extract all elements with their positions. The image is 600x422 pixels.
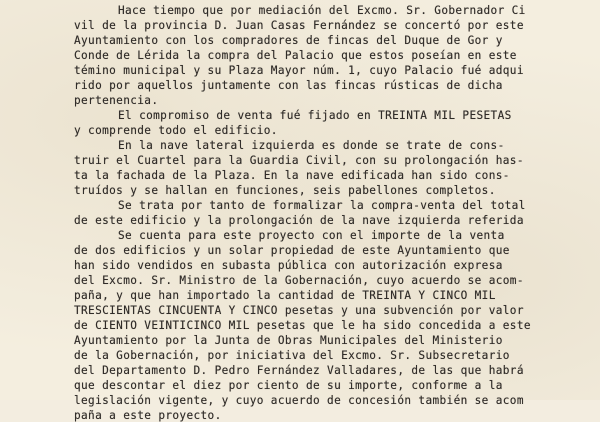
text-line: témino municipal y su Plaza Mayor núm. 1, cuyo Palacio fué adqui [74,64,524,77]
text-line: de CIENTO VEINTICINCO MIL pesetas que le ha sido concedida a este [74,319,531,332]
text-line: han sido vendidos en subasta pública con autorización expresa [74,259,503,272]
text-line: rido por aquellos juntamente con las fincas rústicas de dicha [74,79,503,92]
text-line: Ayuntamiento por la Junta de Obras Municipales del Ministerio [74,334,503,347]
text-line: Se trata por tanto de formalizar la compra-venta del total [118,199,526,212]
text-line: legislación vigente, y cuyo acuerdo de concesión también se acom [74,394,524,407]
text-line: del Excmo. Sr. Ministro de la Gobernación, cuyo acuerdo se acom- [74,274,524,287]
text-line: y comprende todo el edificio. [74,124,278,137]
text-line: truir el Cuartel para la Guardia Civil, con su prolongación has- [74,154,524,167]
text-line: En la nave lateral izquierda es donde se trate de cons- [118,139,505,152]
text-line: Se cuenta para este proyecto con el importe de la venta [118,229,505,242]
text-line: El compromiso de venta fué fijado en TREINTA MIL PESETAS [118,109,512,122]
text-line: vil de la provincia D. Juan Casas Fernández se concertó por este [74,19,524,32]
text-line: TRESCIENTAS CINCUENTA Y CINCO pesetas y una subvención por valor [74,304,524,317]
text-line: pertenencia. [74,94,159,107]
text-line: del Departamento D. Pedro Fernández Valladares, de las que habrá [74,364,524,377]
text-line: Ayuntamiento con los compradores de fincas del Duque de Gor y [74,34,503,47]
text-line: paña a este proyecto. [74,409,222,422]
text-line: de la Gobernación, por iniciativa del Excmo. Sr. Subsecretario [74,349,510,362]
text-line: paña, y que han importado la cantidad de TREINTA Y CINCO MIL [74,289,496,302]
text-line: ta la fachada de la Plaza. En la nave edificada han sido cons- [74,169,510,182]
text-line: de dos edificios y un solar propiedad de este Ayuntamiento que [74,244,510,257]
text-line: que descontar el diez por ciento de su importe, conforme a la [74,379,503,392]
text-line: Hace tiempo que por mediación del Excmo. Sr. Gobernador Ci [118,4,526,17]
text-line: de este edificio y la prolongación de la nave izquierda referida [74,214,524,227]
text-line: truídos y se hallan en funciones, seis pabellones completos. [74,184,496,197]
text-line: Conde de Lérida la compra del Palacio que estos poseían en este [74,49,517,62]
